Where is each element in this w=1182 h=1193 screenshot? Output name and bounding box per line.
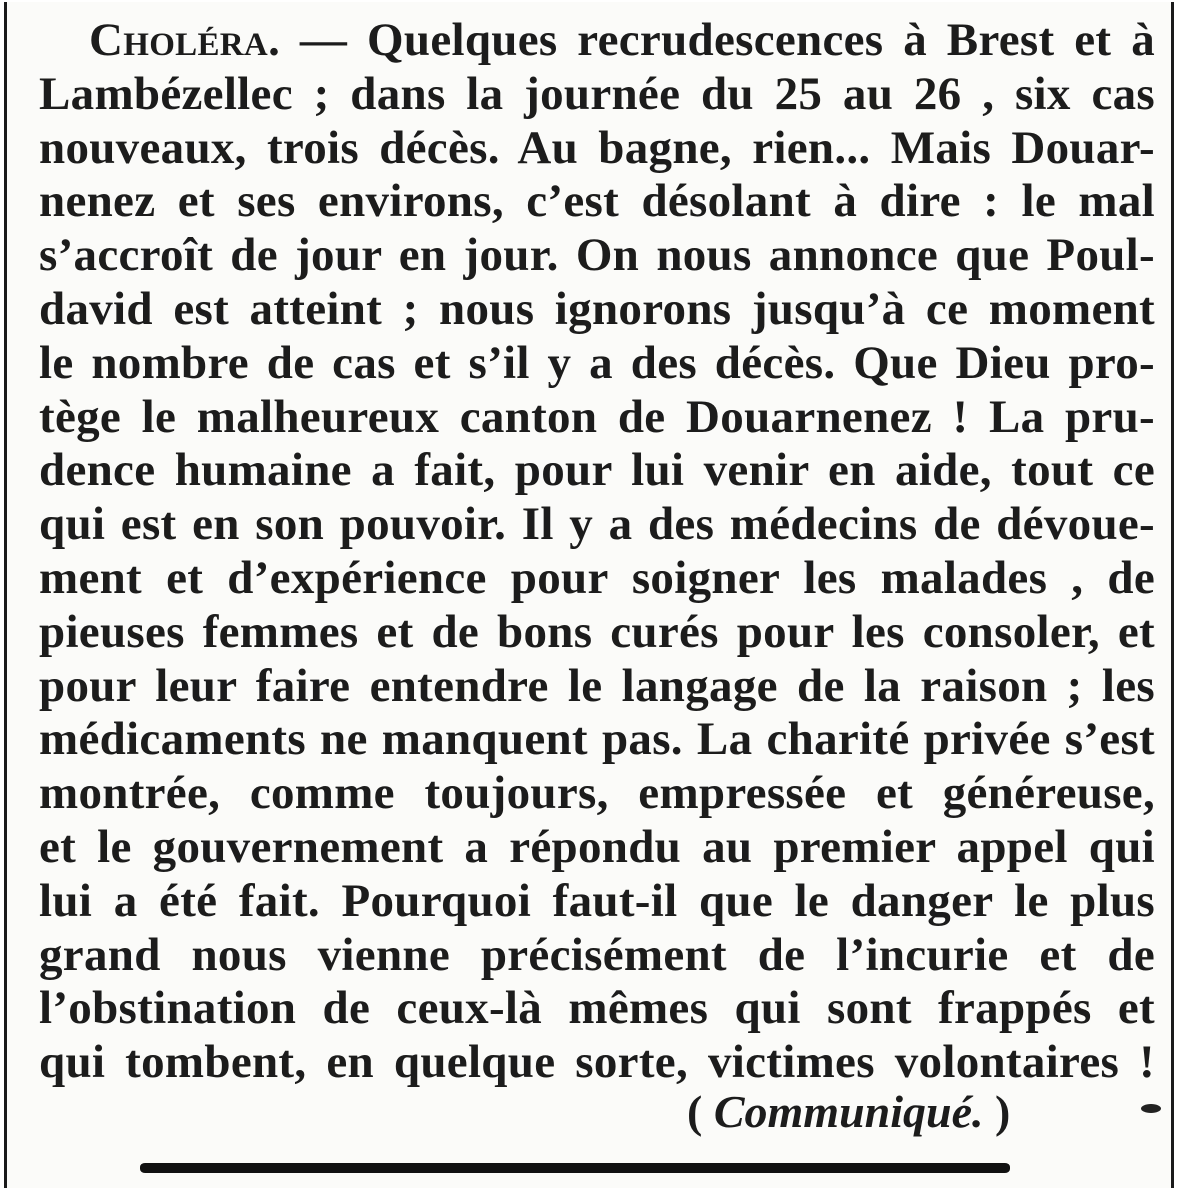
article-frame xyxy=(4,2,1174,1188)
article-line xyxy=(39,14,1155,68)
article-line: Lambézellec ; dans la journée du 25 au 26 , six cas xyxy=(39,67,1155,120)
article-line: nenez et ses environs, c’est désolant à dire : le mal xyxy=(39,175,1155,228)
article-line: et le gouvernement a répondu au premier appel qui xyxy=(39,820,1155,873)
signature-text: Communiqué. xyxy=(713,1086,984,1137)
signature-open-paren: ( xyxy=(687,1086,714,1137)
article-line: nouveaux, trois décès. Au bagne, rien... Mais Douar- xyxy=(39,121,1155,174)
article-line: pieuses femmes et de bons curés pour les consoler, et xyxy=(39,605,1155,658)
article-line: pour leur faire entendre le langage de la raison ; les xyxy=(39,659,1155,712)
article-heading: Choléra. xyxy=(89,14,281,66)
article-line: tège le malheureux canton de Douarnenez ! La pru- xyxy=(39,390,1155,443)
article-line: s’accroît de jour en jour. On nous annonce que Poul- xyxy=(39,229,1155,282)
article-line: qui tombent, en quelque sorte, victimes volontaires ! xyxy=(39,1036,1155,1089)
article-line: montrée, comme toujours, empressée et généreuse, xyxy=(39,767,1155,820)
article-line: dence humaine a fait, pour lui venir en aide, tout ce xyxy=(39,444,1155,497)
signature-close-paren: ) xyxy=(983,1086,1011,1137)
article-line: le nombre de cas et s’il y a des décès. Que Dieu pro- xyxy=(39,336,1155,389)
separator-rule xyxy=(140,1163,1010,1173)
article-line: lui a été fait. Pourquoi faut-il que le danger le plus xyxy=(39,874,1155,927)
article-line: médicaments ne manquent pas. La charité privée s’est xyxy=(39,713,1155,766)
article-line: l’obstination de ceux-là mêmes qui sont frappés et xyxy=(39,982,1155,1035)
ink-blot xyxy=(1141,1104,1161,1113)
article-line: grand nous vienne précisément de l’incurie et de xyxy=(39,928,1155,981)
article-line-text: — Quelques recrudescences à Brest et à xyxy=(280,14,1155,66)
article-line: qui est en son pouvoir. Il y a des médecins de dévoue- xyxy=(39,498,1155,551)
article-signature xyxy=(687,1085,1010,1138)
article-body xyxy=(39,14,1155,1090)
article-line: ment et d’expérience pour soigner les malades , de xyxy=(39,551,1155,604)
article-line: david est atteint ; nous ignorons jusqu’à ce moment xyxy=(39,282,1155,335)
